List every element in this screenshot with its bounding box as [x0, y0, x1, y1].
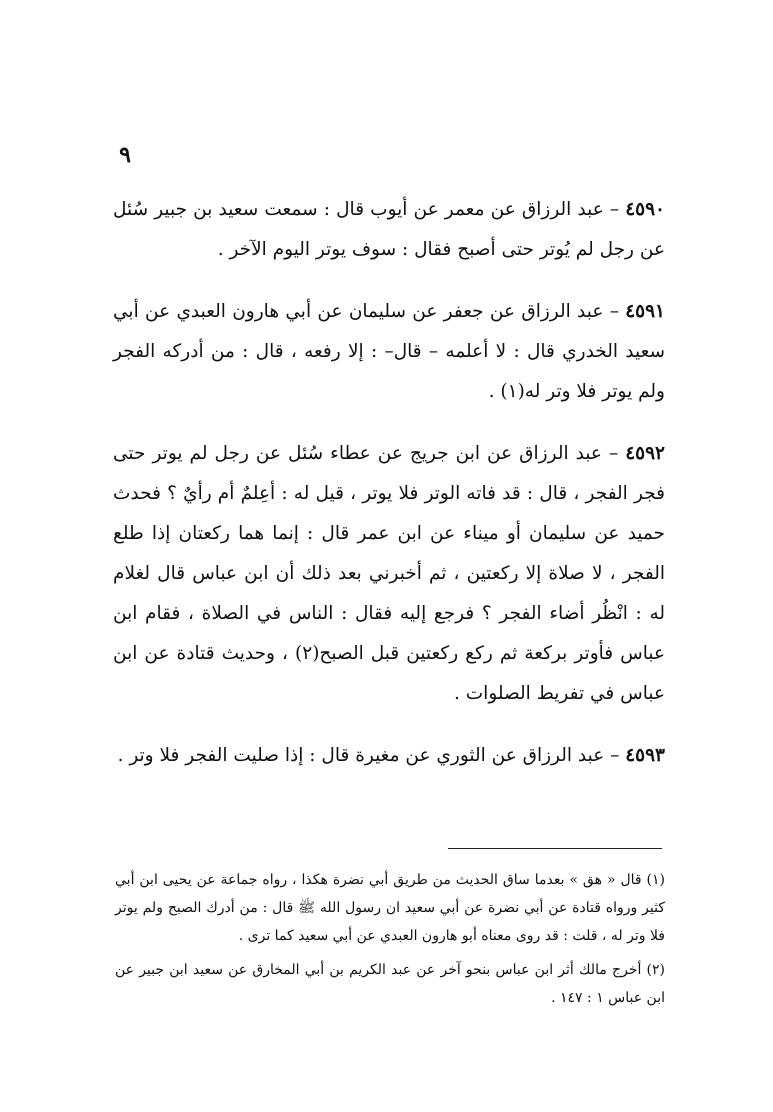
hadith-entry-4593	[113, 736, 665, 776]
footnote-divider	[448, 848, 662, 849]
entry-number: ٤٥٩٢	[625, 443, 665, 464]
footnote-1: (١) قال « هق » بعدما ساق الحديث من طريق أبي نضرة هكذا ، رواه جماعة عن يحيى ابن أبي كثير ورواه قتادة عن أبي نضرة عن أبي سعيد ان رسول الله ﷺ قال : من أدرك الصبح ولم يوتر فلا وتر له ، قلت : قد روى معناه أبو هارون العبدي عن أبي سعيد كما ترى .	[115, 872, 665, 944]
hadith-entry-4592	[113, 434, 665, 714]
hadith-entry-4591	[113, 292, 665, 412]
entry-text: – عبد الرزاق عن ابن جريج عن عطاء سُئل عن رجل لم يوتر حتى فجر الفجر ، قال : قد فاته الوتر فلا يوتر ، قيل له : أعِلمٌ أم رأيٌ ؟ فحدث حميد عن سليمان أو ميناء عن ابن عمر قال : إنما هما ركعتان إذا طلع الفجر ، لا صلاة إلا ركعتين ، ثم أخبرني بعد ذلك أن ابن عباس قال لغلام له : انْظُر أضاء الفجر ؟ فرجع إليه فقال : الناس في الصلاة ، فقام ابن عباس فأوتر بركعة ثم ركع ركعتين قبل الصبح(٢) ، وحديث قتادة عن ابن عباس في تفريط الصلوات .	[113, 443, 665, 704]
main-text	[113, 190, 665, 798]
entry-number: ٤٥٩١	[625, 301, 665, 322]
footnote-2: (٢) أخرج مالك أثر ابن عباس بنحو آخر عن عبد الكريم بن أبي المخارق عن سعيد ابن جبير عن ابن عباس ١ : ١٤٧ .	[115, 962, 665, 1006]
page-number: ٩	[119, 142, 131, 168]
footnotes	[115, 866, 665, 1018]
entry-number: ٤٥٩٠	[625, 199, 665, 220]
hadith-entry-4590	[113, 190, 665, 270]
entry-text: – عبد الرزاق عن جعفر عن سليمان عن أبي هارون العبدي عن أبي سعيد الخدري قال : لا أعلمه – قال– : إلا رفعه ، قال : من أدركه الفجر ولم يوتر فلا وتر له(١) .	[113, 301, 665, 402]
entry-number: ٤٥٩٣	[625, 745, 665, 766]
entry-text: – عبد الرزاق عن الثوري عن مغيرة قال : إذا صليت الفجر فلا وتر .	[117, 745, 626, 766]
entry-text: – عبد الرزاق عن معمر عن أيوب قال : سمعت سعيد بن جبير سُئل عن رجل لم يُوتر حتى أصبح فقال : سوف يوتر اليوم الآخر .	[113, 199, 665, 260]
